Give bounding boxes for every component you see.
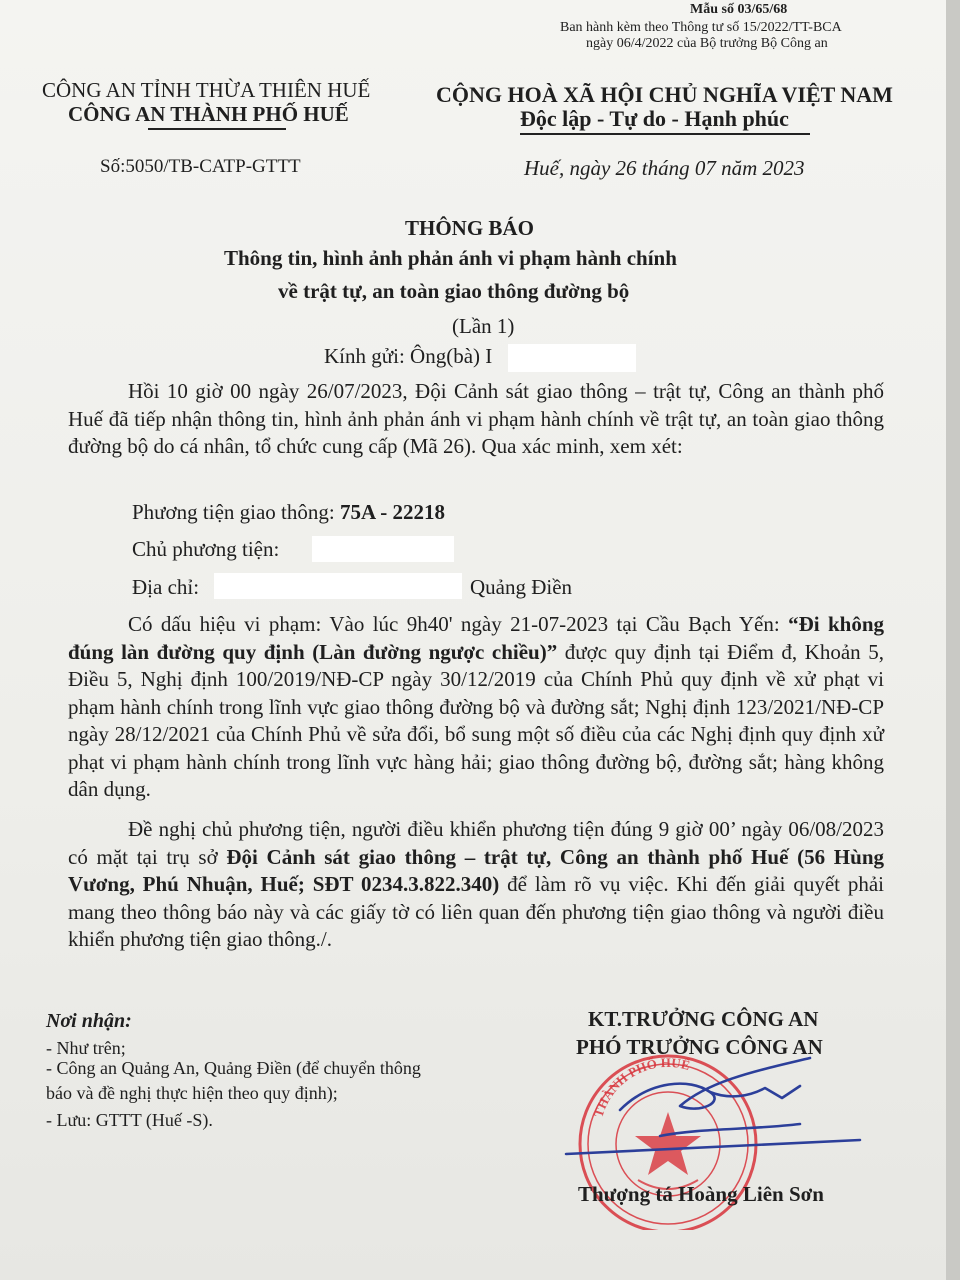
place-date: Huế, ngày 26 tháng 07 năm 2023 — [524, 156, 805, 180]
owner-line — [132, 537, 279, 562]
paragraph-violation — [68, 611, 884, 804]
redaction-address — [214, 573, 462, 599]
address-line — [132, 575, 199, 600]
paragraph-receipt — [68, 378, 884, 461]
nation-motto: Độc lập - Tự do - Hạnh phúc — [520, 106, 789, 131]
nation-title: CỘNG HOÀ XÃ HỘI CHỦ NGHĨA VIỆT NAM — [436, 82, 893, 107]
signer-role-1: KT.TRƯỞNG CÔNG AN — [588, 1007, 819, 1031]
signer-name: Thượng tá Hoàng Liên Sơn — [578, 1182, 824, 1206]
notice-round: (Lần 1) — [452, 314, 515, 338]
form-issued-line1: Ban hành kèm theo Thông tư số 15/2022/TT-BCA — [560, 20, 842, 35]
stamp-text: THÀNH PHỐ HUẾ — [590, 1054, 692, 1120]
issuer-parent: CÔNG AN TỈNH THỪA THIÊN HUẾ — [42, 78, 371, 102]
summons-intro: Đề nghị chủ phương tiện, người điều khiển phương tiện đúng 9 giờ 00’ ngày 06/08/2023 có mặt tại trụ sở — [68, 817, 884, 869]
redaction-addressee — [508, 344, 636, 372]
recipient-item: - Lưu: GTTT (Huế -S). — [46, 1110, 213, 1130]
recipient-item: - Công an Quảng An, Quảng Điền (để chuyển thông — [46, 1058, 421, 1078]
recipients-title: Nơi nhận: — [46, 1010, 132, 1032]
issuer-underline — [148, 128, 286, 130]
vehicle-plate: 75A - 22218 — [339, 500, 445, 524]
page-edge — [946, 0, 960, 1280]
summons-details: để làm rõ vụ việc. Khi đến giải quyết phải mang theo thông báo này và các giấy tờ có liên quan đến phương tiện giao thông và người điều khiển phương tiện giao thông./. — [68, 872, 884, 951]
violation-legal-basis: được quy định tại Điểm đ, Khoản 5, Điều 5, Nghị định 100/2019/NĐ-CP ngày 30/12/2019 của Chính Phủ quy định về xử phạt vi phạm hành chính trong lĩnh vực giao thông đường bộ và đường sắt; Nghị định 123/2021/NĐ-CP ngày 28/12/2021 của Chính Phủ về sửa đổi, bổ sung một số điều của các Nghị định quy định xử phạt vi phạm hành chính trong lĩnh vực hàng hải; giao thông đường bộ, đường sắt; hàng không dân dụng. — [68, 639, 884, 801]
vehicle-line — [132, 500, 445, 525]
notice-title: THÔNG BÁO — [405, 216, 534, 240]
owner-label: Chủ phương tiện: — [132, 537, 280, 561]
paragraph-receipt-text: Hồi 10 giờ 00 ngày 26/07/2023, Đội Cảnh sát giao thông – trật tự, Công an thành phố Huế đã tiếp nhận thông tin, hình ảnh phản ánh vi phạm hành chính về trật tự, an toàn giao thông đường bộ do cá nhân, tổ chức cung cấp (Mã 26). Qua xác minh, xem xét: — [68, 379, 884, 458]
addressee: Kính gửi: Ông(bà) I — [324, 344, 493, 368]
violation-name: “Đi không đúng làn đường quy định (Làn đường ngược chiều)” — [68, 612, 885, 664]
form-issued-line2: ngày 06/4/2022 của Bộ trưởng Bộ Công an — [586, 36, 828, 51]
address-label: Địa chỉ: — [132, 575, 200, 599]
vehicle-label: Phương tiện giao thông: — [132, 500, 340, 524]
address-tail: Quảng Điền — [470, 575, 573, 599]
redaction-owner — [312, 536, 454, 562]
recipient-item: báo và đề nghị thực hiện theo quy định); — [46, 1083, 338, 1103]
notice-subtitle-2: về trật tự, an toàn giao thông đường bộ — [278, 279, 630, 303]
motto-underline — [520, 133, 810, 135]
recipient-item: - Như trên; — [46, 1038, 126, 1058]
form-number: Mẫu số 03/65/68 — [690, 2, 788, 17]
paragraph-summons — [68, 816, 884, 954]
handwritten-signature — [560, 1040, 890, 1170]
issuer-unit: CÔNG AN THÀNH PHỐ HUẾ — [68, 102, 349, 126]
violation-intro: Có dấu hiệu vi phạm: Vào lúc 9h40' ngày 21-07-2023 tại Cầu Bạch Yến: — [128, 612, 789, 636]
signer-role-2: PHÓ TRƯỞNG CÔNG AN — [576, 1035, 823, 1059]
document-number: Số:5050/TB-CATP-GTTT — [100, 156, 301, 177]
summons-office: Đội Cảnh sát giao thông – trật tự, Công an thành phố Huế (56 Hùng Vương, Phú Nhuận, Huế; SĐT 0234.3.822.340) — [68, 844, 884, 896]
notice-subtitle-1: Thông tin, hình ảnh phản ánh vi phạm hành chính — [224, 246, 677, 270]
